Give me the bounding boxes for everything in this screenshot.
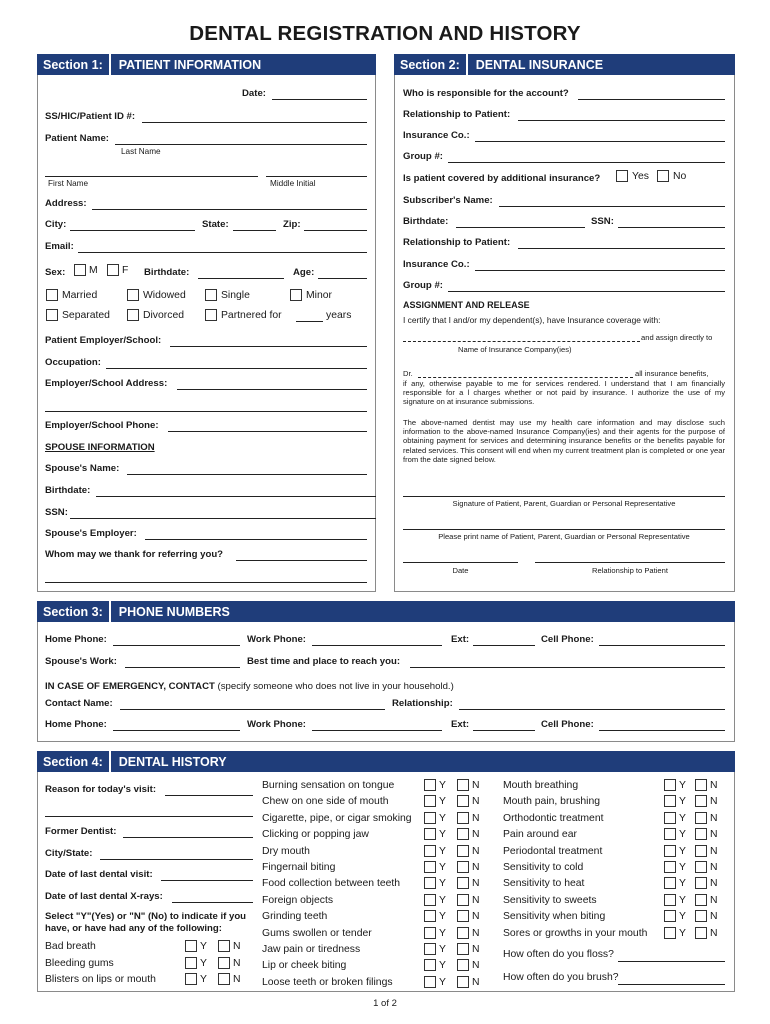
emergency-ext-field[interactable]	[473, 730, 535, 731]
additional-yes-label: Yes	[632, 171, 649, 182]
release-date-caption: Date	[452, 566, 469, 575]
certify-text: I certify that I and/or my dependent(s), have Insurance coverage with:	[403, 315, 661, 325]
col3-y-label: Y	[679, 878, 686, 890]
col1-y-checkbox[interactable]	[185, 973, 197, 985]
email-label: Email:	[45, 241, 74, 252]
col3-n-label: N	[710, 845, 718, 857]
col2-n-label: N	[472, 960, 480, 972]
col3-y-label: Y	[679, 812, 686, 824]
emergency-ext-label: Ext:	[451, 719, 470, 730]
release-date-field[interactable]	[403, 562, 518, 563]
col2-y-label: Y	[439, 812, 446, 824]
section-4-title: DENTAL HISTORY	[118, 754, 227, 769]
city-field[interactable]	[70, 230, 195, 231]
employer-address-field[interactable]	[177, 389, 367, 390]
col1-n-label: N	[233, 957, 241, 969]
spouse-employer-field[interactable]	[145, 539, 367, 540]
former-dentist-label: Former Dentist:	[45, 826, 117, 837]
signature-field[interactable]	[403, 496, 725, 497]
col2-n-checkbox[interactable]	[457, 943, 469, 955]
home-phone-field[interactable]	[113, 645, 240, 646]
employer-address-label: Employer/School Address:	[45, 378, 168, 389]
married-checkbox[interactable]	[46, 289, 58, 301]
email-field[interactable]	[78, 252, 367, 253]
col3-y-label: Y	[679, 845, 686, 857]
col3-condition-label: Sensitivity to cold	[503, 862, 584, 873]
col2-y-label: Y	[439, 862, 446, 873]
col3-y-checkbox[interactable]	[664, 894, 676, 906]
contact-name-field[interactable]	[120, 709, 385, 710]
col1-condition-label: Bad breath	[45, 941, 96, 952]
employer-phone-field[interactable]	[168, 431, 367, 432]
emergency-relationship-field[interactable]	[459, 709, 725, 710]
occupation-field[interactable]	[106, 368, 367, 369]
col3-y-checkbox[interactable]	[664, 877, 676, 889]
col3-y-label: Y	[679, 780, 686, 791]
spouse-work-field[interactable]	[125, 667, 240, 668]
col3-n-checkbox[interactable]	[695, 927, 707, 939]
responsible-label: Who is responsible for the account?	[403, 88, 569, 99]
address-label: Address:	[45, 198, 87, 209]
col2-condition-label: Cigarette, pipe, or cigar smoking	[262, 812, 412, 824]
col1-n-checkbox[interactable]	[218, 957, 230, 969]
subscriber-label: Subscriber's Name:	[403, 195, 493, 206]
col3-n-checkbox[interactable]	[695, 910, 707, 922]
col1-y-label: Y	[200, 941, 207, 952]
home-phone-label: Home Phone:	[45, 634, 107, 645]
best-time-field[interactable]	[410, 667, 725, 668]
address-field[interactable]	[92, 209, 367, 210]
middle-initial-caption: Middle Initial	[270, 179, 316, 188]
col3-n-label: N	[710, 780, 718, 791]
col3-n-checkbox[interactable]	[695, 861, 707, 873]
section-3-header	[37, 601, 735, 622]
emergency-cell-phone-label: Cell Phone:	[541, 719, 594, 730]
relationship2-field[interactable]	[518, 248, 725, 249]
col3-n-checkbox[interactable]	[695, 812, 707, 824]
col3-n-label: N	[710, 911, 718, 923]
col3-y-checkbox[interactable]	[664, 861, 676, 873]
section-1-box	[37, 75, 376, 592]
col2-y-checkbox[interactable]	[424, 976, 436, 988]
print-name-caption: Please print name of Patient, Parent, Guardian or Personal Representative	[438, 532, 690, 541]
col1-y-label: Y	[200, 974, 207, 985]
brush-field[interactable]	[618, 984, 725, 985]
col1-condition-label: Bleeding gums	[45, 957, 114, 969]
col2-y-checkbox[interactable]	[424, 877, 436, 889]
additional-no-label: No	[673, 171, 687, 182]
section-2-number: Section 2:	[394, 54, 468, 75]
col2-y-label: Y	[439, 927, 446, 939]
assign-directly-text: and assign directly to	[641, 333, 713, 342]
ext-field[interactable]	[473, 645, 535, 646]
age-field[interactable]	[318, 278, 367, 279]
col3-n-checkbox[interactable]	[695, 877, 707, 889]
reason-field-2[interactable]	[45, 816, 253, 817]
state-field[interactable]	[233, 230, 276, 231]
referral-field-2[interactable]	[45, 582, 367, 583]
last-xrays-label: Date of last dental X-rays:	[45, 891, 163, 902]
last-visit-label: Date of last dental visit:	[45, 869, 153, 880]
yn-instruction: Select "Y"(Yes) or "N" (No) to indicate if you have, or have had any of the following:	[45, 911, 247, 934]
spouse-ssn-label: SSN:	[45, 507, 68, 518]
col3-y-checkbox[interactable]	[664, 910, 676, 922]
spouse-ssn-field[interactable]	[70, 518, 376, 519]
col1-n-checkbox[interactable]	[218, 940, 230, 952]
col3-n-label: N	[710, 829, 718, 841]
col2-y-checkbox[interactable]	[424, 943, 436, 955]
col2-y-label: Y	[439, 911, 446, 923]
col1-n-label: N	[233, 974, 241, 985]
group2-field[interactable]	[448, 291, 725, 292]
single-checkbox[interactable]	[205, 289, 217, 301]
age-label: Age:	[293, 267, 315, 278]
section-2-title: DENTAL INSURANCE	[475, 57, 604, 72]
relationship-label: Relationship to Patient:	[403, 109, 511, 120]
col2-y-checkbox[interactable]	[424, 795, 436, 807]
insurance-co-label: Insurance Co.:	[403, 130, 470, 141]
cell-phone-field[interactable]	[599, 645, 725, 646]
emergency-note: (specify someone who does not live in your household.)	[217, 681, 454, 692]
col2-y-checkbox[interactable]	[424, 845, 436, 857]
release-relationship-caption: Relationship to Patient	[592, 566, 668, 575]
col2-y-label: Y	[439, 944, 446, 955]
contact-name-label: Contact Name:	[45, 698, 113, 709]
col2-n-label: N	[472, 927, 480, 939]
col3-n-checkbox[interactable]	[695, 828, 707, 840]
insurance-co-field[interactable]	[475, 141, 725, 142]
zip-label: Zip:	[283, 219, 301, 230]
group2-label: Group #:	[403, 280, 443, 291]
col2-n-checkbox[interactable]	[457, 845, 469, 857]
birthdate-label: Birthdate:	[144, 267, 190, 278]
separated-label: Separated	[62, 310, 110, 321]
divorced-checkbox[interactable]	[127, 309, 139, 321]
separated-checkbox[interactable]	[46, 309, 58, 321]
group-field[interactable]	[448, 162, 725, 163]
insurance-co2-field[interactable]	[475, 270, 725, 271]
patient-name-label: Patient Name:	[45, 133, 109, 144]
col2-n-checkbox[interactable]	[457, 779, 469, 791]
col2-n-label: N	[472, 894, 480, 906]
section-1-number: Section 1:	[37, 54, 111, 75]
col2-n-label: N	[472, 829, 480, 841]
col2-condition-label: Loose teeth or broken filings	[262, 976, 393, 988]
brush-label: How often do you brush?	[503, 972, 619, 983]
col1-y-label: Y	[200, 957, 207, 969]
additional-yes-checkbox[interactable]	[616, 170, 628, 182]
print-name-field[interactable]	[403, 529, 725, 530]
floss-field[interactable]	[618, 961, 725, 962]
col2-condition-label: Grinding teeth	[262, 911, 328, 923]
section-1-title: PATIENT INFORMATION	[118, 57, 262, 72]
col2-y-label: Y	[439, 878, 446, 890]
col3-condition-label: Sensitivity when biting	[503, 911, 606, 923]
col3-y-checkbox[interactable]	[664, 795, 676, 807]
col2-n-checkbox[interactable]	[457, 976, 469, 988]
col3-n-label: N	[710, 862, 718, 873]
insurance-companies-field[interactable]	[403, 341, 640, 342]
spouse-name-label: Spouse's Name:	[45, 463, 120, 474]
occupation-label: Occupation:	[45, 357, 101, 368]
city-state-label: City/State:	[45, 848, 93, 859]
section-4-number: Section 4:	[37, 751, 111, 772]
spouse-info-heading: SPOUSE INFORMATION	[45, 442, 155, 453]
sex-f-label: F	[122, 265, 129, 276]
spouse-employer-label: Spouse's Employer:	[45, 528, 137, 539]
group-label: Group #:	[403, 151, 443, 162]
col2-condition-label: Gums swollen or tender	[262, 927, 372, 939]
married-label: Married	[62, 290, 98, 301]
col2-y-label: Y	[439, 829, 446, 841]
col2-n-checkbox[interactable]	[457, 812, 469, 824]
cell-phone-label: Cell Phone:	[541, 634, 594, 645]
section-3-title: PHONE NUMBERS	[118, 604, 230, 619]
referral-label: Whom may we thank for referring you?	[45, 549, 224, 560]
col2-n-checkbox[interactable]	[457, 894, 469, 906]
col2-n-checkbox[interactable]	[457, 861, 469, 873]
col3-n-checkbox[interactable]	[695, 779, 707, 791]
reason-field[interactable]	[165, 795, 253, 796]
col3-y-checkbox[interactable]	[664, 927, 676, 939]
col2-n-label: N	[472, 878, 480, 890]
col2-n-label: N	[472, 780, 480, 791]
col3-condition-label: Sensitivity to heat	[503, 878, 585, 890]
col3-y-label: Y	[679, 927, 686, 939]
page-number: 1 of 2	[373, 998, 397, 1009]
col2-n-checkbox[interactable]	[457, 959, 469, 971]
partnered-label: Partnered for	[221, 310, 282, 321]
col2-n-checkbox[interactable]	[457, 877, 469, 889]
col3-y-label: Y	[679, 894, 686, 906]
partnered-years-field[interactable]	[296, 321, 323, 322]
col3-condition-label: Periodontal treatment	[503, 845, 603, 857]
spouse-birthdate-field[interactable]	[96, 496, 376, 497]
last-visit-field[interactable]	[161, 880, 253, 881]
col3-n-label: N	[710, 812, 718, 824]
sub-ssn-field[interactable]	[618, 227, 725, 228]
employer-label: Patient Employer/School:	[45, 335, 162, 346]
col2-condition-label: Burning sensation on tongue	[262, 780, 395, 791]
birthdate-field[interactable]	[198, 278, 284, 279]
col3-n-label: N	[710, 894, 718, 906]
date-field[interactable]	[272, 99, 367, 100]
emergency-home-phone-field[interactable]	[113, 730, 240, 731]
col3-y-label: Y	[679, 911, 686, 923]
col2-condition-label: Lip or cheek biting	[262, 960, 347, 972]
employer-address-field-2[interactable]	[45, 411, 367, 412]
last-name-caption: Last Name	[121, 147, 161, 156]
col3-y-checkbox[interactable]	[664, 779, 676, 791]
divorced-label: Divorced	[143, 310, 184, 321]
section-3-number: Section 3:	[37, 601, 111, 622]
col2-y-checkbox[interactable]	[424, 861, 436, 873]
section-1-header	[37, 54, 376, 75]
emergency-bold: IN CASE OF EMERGENCY, CONTACT	[45, 681, 215, 692]
col2-y-label: Y	[439, 894, 446, 906]
page-title: DENTAL REGISTRATION AND HISTORY	[189, 22, 581, 45]
col3-n-label: N	[710, 796, 718, 808]
work-phone-field[interactable]	[312, 645, 442, 646]
col2-y-checkbox[interactable]	[424, 828, 436, 840]
emergency-work-phone-field[interactable]	[312, 730, 442, 731]
last-xrays-field[interactable]	[172, 902, 253, 903]
emergency-cell-phone-field[interactable]	[599, 730, 725, 731]
years-label: years	[326, 310, 352, 321]
first-name-field[interactable]	[45, 176, 258, 177]
col2-y-checkbox[interactable]	[424, 894, 436, 906]
col2-condition-label: Jaw pain or tiredness	[262, 944, 361, 955]
col2-n-checkbox[interactable]	[457, 927, 469, 939]
city-state-field[interactable]	[100, 859, 253, 860]
col3-condition-label: Sensitivity to sweets	[503, 894, 597, 906]
spouse-birthdate-label: Birthdate:	[45, 485, 91, 496]
col2-n-label: N	[472, 976, 480, 988]
col3-condition-label: Mouth breathing	[503, 780, 579, 791]
col3-condition-label: Mouth pain, brushing	[503, 796, 601, 808]
col2-y-label: Y	[439, 796, 446, 808]
widowed-checkbox[interactable]	[127, 289, 139, 301]
col2-condition-label: Chew on one side of mouth	[262, 796, 389, 808]
patient-id-label: SS/HIC/Patient ID #:	[45, 111, 136, 122]
signature-caption: Signature of Patient, Parent, Guardian or Personal Representative	[452, 499, 676, 508]
col1-n-checkbox[interactable]	[218, 973, 230, 985]
release-relationship-field[interactable]	[535, 562, 725, 563]
partnered-checkbox[interactable]	[205, 309, 217, 321]
last-name-field[interactable]	[115, 144, 367, 145]
reason-label: Reason for today's visit:	[45, 784, 157, 795]
state-label: State:	[202, 219, 229, 230]
relationship2-label: Relationship to Patient:	[403, 237, 511, 248]
sub-birthdate-field[interactable]	[456, 227, 585, 228]
best-time-label: Best time and place to reach you:	[247, 656, 401, 667]
sex-m-label: M	[89, 265, 98, 276]
col1-y-checkbox[interactable]	[185, 940, 197, 952]
col2-n-checkbox[interactable]	[457, 910, 469, 922]
col1-condition-label: Blisters on lips or mouth	[45, 974, 156, 985]
col3-n-label: N	[710, 878, 718, 890]
ext-label: Ext:	[451, 634, 470, 645]
col2-y-label: Y	[439, 976, 446, 988]
col3-y-checkbox[interactable]	[664, 828, 676, 840]
consent-paragraph: The above-named dentist may use my health care information and may disclose such information to the above-named Insurance Company(ies) and their agents for the purpose of obtaining payment for services and determining insurance benefits or the benefits payable for related services. This consent will end when my current treatment plan is completed or one year from the date signed below.	[403, 418, 725, 464]
spouse-work-label: Spouse's Work:	[45, 656, 117, 667]
sex-m-checkbox[interactable]	[74, 264, 86, 276]
relationship-field[interactable]	[518, 120, 725, 121]
col3-y-label: Y	[679, 862, 686, 873]
sex-label: Sex:	[45, 267, 66, 278]
section-2-header	[394, 54, 735, 75]
former-dentist-field[interactable]	[123, 837, 253, 838]
col2-n-label: N	[472, 944, 480, 955]
col3-n-checkbox[interactable]	[695, 845, 707, 857]
col2-y-checkbox[interactable]	[424, 910, 436, 922]
additional-insurance-label: Is patient covered by additional insurance?	[403, 173, 601, 184]
name-companies-caption: Name of Insurance Company(ies)	[458, 345, 572, 354]
employer-field[interactable]	[170, 346, 367, 347]
col2-y-label: Y	[439, 780, 446, 791]
col2-y-checkbox[interactable]	[424, 959, 436, 971]
emergency-work-phone-label: Work Phone:	[247, 719, 306, 730]
col3-y-label: Y	[679, 829, 686, 841]
col2-y-label: Y	[439, 845, 446, 857]
sub-birthdate-label: Birthdate:	[403, 216, 449, 227]
col2-condition-label: Dry mouth	[262, 845, 310, 857]
col1-n-label: N	[233, 941, 241, 952]
insurance-co2-label: Insurance Co.:	[403, 259, 470, 270]
col2-condition-label: Food collection between teeth	[262, 878, 401, 890]
col2-n-checkbox[interactable]	[457, 828, 469, 840]
first-name-caption: First Name	[48, 179, 89, 188]
sex-f-checkbox[interactable]	[107, 264, 119, 276]
col2-n-label: N	[472, 845, 480, 857]
all-benefits-text: all insurance benefits,	[635, 369, 709, 378]
city-label: City:	[45, 219, 67, 230]
single-label: Single	[221, 290, 250, 301]
col3-n-checkbox[interactable]	[695, 795, 707, 807]
col3-y-checkbox[interactable]	[664, 845, 676, 857]
date-label: Date:	[242, 88, 266, 99]
col3-y-label: Y	[679, 796, 686, 808]
patient-id-field[interactable]	[142, 122, 367, 123]
col2-condition-label: Foreign objects	[262, 894, 334, 906]
sub-ssn-label: SSN:	[591, 216, 614, 227]
col1-y-checkbox[interactable]	[185, 957, 197, 969]
zip-field[interactable]	[304, 230, 367, 231]
col3-condition-label: Pain around ear	[503, 829, 577, 841]
col2-condition-label: Clicking or popping jaw	[262, 829, 369, 841]
emergency-relationship-label: Relationship:	[392, 698, 453, 709]
col2-n-checkbox[interactable]	[457, 795, 469, 807]
middle-initial-field[interactable]	[266, 176, 367, 177]
col3-condition-label: Orthodontic treatment	[503, 812, 604, 824]
col2-n-label: N	[472, 812, 480, 824]
col2-y-label: Y	[439, 960, 446, 972]
col2-n-label: N	[472, 911, 480, 923]
emergency-home-phone-label: Home Phone:	[45, 719, 107, 730]
col2-y-checkbox[interactable]	[424, 812, 436, 824]
additional-no-checkbox[interactable]	[657, 170, 669, 182]
col2-condition-label: Fingernail biting	[262, 862, 336, 873]
col3-n-label: N	[710, 927, 718, 939]
col2-n-label: N	[472, 862, 480, 873]
col2-y-checkbox[interactable]	[424, 779, 436, 791]
spouse-name-field[interactable]	[127, 474, 367, 475]
subscriber-field[interactable]	[499, 206, 725, 207]
assignment-title: ASSIGNMENT AND RELEASE	[403, 300, 530, 310]
minor-checkbox[interactable]	[290, 289, 302, 301]
col3-y-checkbox[interactable]	[664, 812, 676, 824]
doctor-name-field[interactable]	[418, 377, 633, 378]
dr-text: Dr.	[403, 369, 413, 378]
responsible-field[interactable]	[578, 99, 725, 100]
employer-phone-label: Employer/School Phone:	[45, 420, 159, 431]
col3-condition-label: Sores or growths in your mouth	[503, 927, 648, 939]
emergency-heading	[45, 681, 454, 692]
widowed-label: Widowed	[143, 290, 186, 301]
financial-paragraph: if any, otherwise payable to me for services rendered. I understand that I am financially responsible for a l charges whether or not paid by insurance. I authorize the use of my signature on at insurance submissions.	[403, 379, 725, 407]
work-phone-label: Work Phone:	[247, 634, 306, 645]
floss-label: How often do you floss?	[503, 949, 614, 960]
section-4-header	[37, 751, 735, 772]
col2-y-checkbox[interactable]	[424, 927, 436, 939]
minor-label: Minor	[306, 290, 332, 301]
col2-n-label: N	[472, 796, 480, 808]
col3-n-checkbox[interactable]	[695, 894, 707, 906]
referral-field[interactable]	[236, 560, 367, 561]
